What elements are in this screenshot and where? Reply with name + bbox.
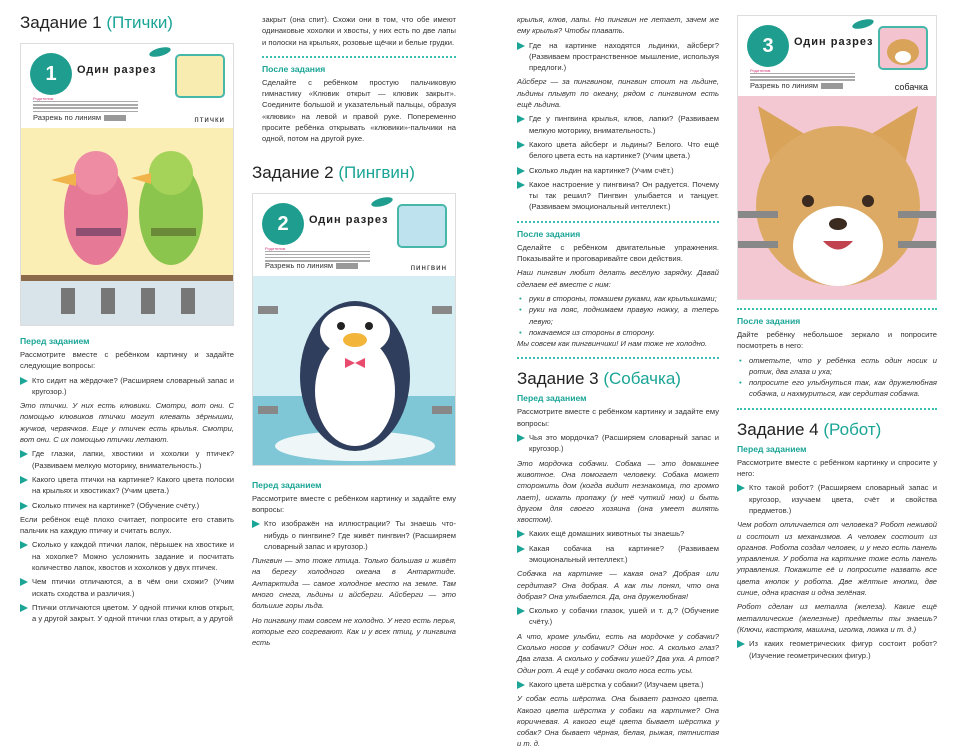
list-item: • отметьте, что у ребёнка есть один носик и ротик, два глаза и уха;	[737, 355, 937, 378]
title-accent: (Пингвин)	[338, 162, 415, 182]
cut-text: Разрежь по линиям	[33, 113, 101, 122]
question-bullet: Чья это мордочка? (Расширяем словарный запас и кругозор.)	[517, 432, 719, 455]
text-blocks	[517, 393, 719, 749]
paragraph: Сделайте с ребёнком простую пальчиковую гимнастику «Клювик открыт — клювик закрыт». Соедините большой и указательный пальцы, образуя «клювик» на левой и правой руке. Попеременно просите ребёнка открывать «клювики»-пальчики на одной, потом на другой руке.	[262, 77, 456, 144]
column-2	[252, 0, 456, 652]
question-bullet: Сколько льдин на картинке? (Учим счёт.)	[517, 165, 719, 176]
italic-paragraph: Айсберг — за пингвином, пингвин стоит на льдине, льдины плывут по океану, рядом с пингвином есть ещё льдина.	[517, 77, 719, 110]
question-bullet: Сколько птичек на картинке? (Обучение счёту.)	[20, 500, 234, 511]
card-label: собачка	[894, 82, 928, 92]
list-item: • покачаемся из стороны в сторону.	[517, 327, 719, 338]
section-heading: Перед заданием	[517, 393, 587, 404]
italic-paragraph: Чем робот отличается от человека? Робот неживой и состоит из механизмов. А человек состоит из органов. Робота создал человек, и у него есть панель управления. У робота на картинке тоже есть панель управления. Покажите её и попросите назвать все цвета кнопок у робота. Две жёлтые кнопки, две синие, одна красная и одна зелёная.	[737, 520, 937, 598]
italic-paragraph: У собак есть шёрстка. Она бывает разного цвета. Какого цвета шёрстка у собаки на картинке? Она коричневая. А какого ещё цвета бывает шёрстка у собак? Она бывает чёрная, белая, рыжая, пятнистая и т. д.	[517, 694, 719, 749]
dotted-divider	[517, 221, 719, 223]
paragraph: закрыт (она спит). Схожи они в том, что обе имеют одинаковые хохолки и хвосты, у них есть по две лапы и полоски на крыльях, розовые щёчки и белые грудки.	[262, 15, 456, 47]
card-label: пингвин	[410, 262, 447, 272]
text-blocks	[252, 14, 456, 145]
question-bullet: Где у пингвина крылья, клюв, лапки? (Развиваем мелкую моторику, внимательность.)	[517, 113, 719, 136]
dotted-divider	[737, 408, 937, 410]
question-bullet: Птички отличаются цветом. У одной птички клюв открыт, а у другой закрыт. У одной птички глаз открыт, а у другой	[20, 602, 234, 625]
question-bullet: Кто изображён на иллюстрации? Ты знаешь что-нибудь о пингвине? Где живёт пингвин? (Расширяем словарный запас и кругозор.)	[252, 518, 456, 552]
section-heading: После задания	[262, 63, 326, 74]
paragraph: Сделайте с ребёнком двигательные упражнения. Показывайте и проговаривайте свои действия.	[517, 242, 719, 264]
column-1	[20, 0, 234, 628]
paragraph: Если ребёнок ещё плохо считает, попросите его ставить пальчик на каждую птичку и считать вслух.	[20, 514, 234, 536]
question-bullet: Кто такой робот? (Расширяем словарный запас и кругозор, изучаем цвета, счёт и свойства предметов.)	[737, 482, 937, 516]
birds-thumbnail	[175, 54, 225, 98]
task-card-dog	[737, 15, 937, 300]
task-number-badge: 2	[265, 206, 301, 242]
section-heading: После задания	[737, 316, 801, 326]
task-number-badge: 3	[750, 28, 786, 64]
parents-label: Родителям	[750, 68, 771, 73]
question-bullet: Где на картинке находятся льдинки, айсберг? (Развиваем пространственное мышление, используя предлоги.)	[517, 40, 719, 74]
title-accent: (Собачка)	[603, 369, 681, 389]
task-card-birds	[20, 43, 234, 326]
italic-paragraph: Собачка на картинке — какая она? Добрая или сердитая? Она добрая. А как ты понял, что она добрая? Она улыбается. Да, она дружелюбная!	[517, 569, 719, 601]
card-heading: Один разрез	[794, 36, 874, 48]
section-heading: После задания	[517, 228, 581, 239]
ready-badge	[148, 45, 171, 58]
paragraph: Рассмотрите вместе с ребёнком картинку и спросите у него:	[737, 457, 937, 479]
cut-text: Разрежь по линиям	[750, 81, 818, 90]
dotted-divider	[262, 56, 456, 58]
question-bullet: Где глазки, лапки, хвостики и хохолки у птичек? (Развиваем мелкую моторику, внимательность.)	[20, 448, 234, 471]
paragraph: Рассмотрите вместе с ребёнком картинку и задайте ему вопросы:	[517, 407, 719, 428]
italic-paragraph: Но пингвину там совсем не холодно. У него есть перья, которые его согревают. Как и у всех птиц, у пингвина есть	[252, 615, 456, 648]
cut-instruction	[33, 113, 126, 122]
task-2-title	[252, 163, 456, 183]
paragraph: Дайте ребёнку небольшое зеркало и попросите посмотреть в него:	[737, 330, 937, 351]
task-1-title	[20, 13, 234, 33]
parents-label: Родителям	[265, 245, 286, 251]
birds-illustration	[21, 128, 234, 326]
card-instructions	[33, 101, 138, 114]
penguin-illustration	[253, 276, 456, 466]
italic-paragraph: Пингвин — это тоже птица. Только большая и живёт на берегу холодного океана в Антарктиде. Антарктида — самое холодное место на земле. Там много снега, льдины и айсберги. Айсберги — это большие горы льда.	[252, 556, 456, 611]
section-heading: Перед заданием	[737, 443, 807, 454]
task-4-title	[737, 420, 937, 440]
cut-instruction	[265, 261, 358, 270]
title-text: Задание 2	[252, 162, 334, 182]
cut-instruction	[750, 81, 843, 90]
list-item: • попросите его улыбнуться так, как дружелюбная собачка, и нахмуриться, как сердитая собачка.	[737, 377, 937, 400]
list-item: • руки на пояс, поднимаем правую ножку, а теперь левую;	[517, 304, 719, 327]
text-blocks	[737, 308, 937, 410]
card-label: птички	[194, 115, 225, 124]
title-text: Задание 1	[20, 13, 102, 32]
question-bullet: Какого цвета айсберг и льдины? Белого. Что ещё белого цвета есть на картинке? (Учим цвета.)	[517, 139, 719, 162]
title-accent: (Робот)	[823, 419, 882, 439]
cut-text: Разрежь по линиям	[265, 260, 333, 270]
column-3	[517, 0, 719, 753]
title-accent: (Птички)	[106, 13, 173, 32]
question-bullet: Какого цвета шёрстка у собаки? (Изучаем цвета.)	[517, 679, 719, 690]
italic-paragraph: Это мордочка собачки. Собака — это домашнее животное. Она помогает человеку. Собака может сторожить дом (когда видит незнакомца, то громко лает), искать пропажу (у неё чуткий нюх) и быть другом для своего хозяина (она умеет вилять хвостом).	[517, 458, 719, 525]
text-blocks	[20, 336, 234, 625]
title-text: Задание 4	[737, 419, 819, 439]
dog-thumbnail	[878, 26, 928, 70]
italic-paragraph: Мы совсем как пингвинчики! И нам тоже не холодно.	[517, 339, 708, 349]
text-blocks	[252, 480, 456, 649]
dog-illustration	[738, 96, 937, 300]
italic-paragraph: крылья, клюв, лапы. Но пингвин не летает, зачем же ему крылья? Чтобы плавать.	[517, 15, 719, 36]
italic-paragraph: Робот сделан из металла (железа). Какие ещё металлические (железные) предметы ты знаешь? (Ключи, кастрюля, машина, иголка, ложка и т. д.)	[737, 602, 937, 634]
paragraph: Рассмотрите вместе с ребёнком картинку и задайте ему вопросы:	[252, 493, 456, 514]
question-bullet: Из каких геометрических фигур состоит робот? (Изучение геометрических фигур.)	[737, 638, 937, 661]
question-bullet: Какая собачка на картинке? (Развиваем эмоциональный интеллект.)	[517, 543, 719, 566]
question-bullet: Чем птички отличаются, а в чём они схожи? (Учим искать сходства и различия.)	[20, 576, 234, 599]
section-heading: Перед заданием	[252, 479, 322, 490]
section-heading: Перед заданием	[20, 336, 90, 346]
task-number-badge: 1	[33, 56, 69, 92]
question-bullet: Кто сидит на жёрдочке? (Расширяем словарный запас и кругозор.)	[20, 375, 234, 398]
text-blocks	[737, 444, 937, 661]
paragraph: Рассмотрите вместе с ребёнком картинку и задайте следующие вопросы:	[20, 350, 234, 371]
question-bullet: Каких ещё домашних животных ты знаешь?	[517, 528, 719, 539]
ready-badge	[370, 195, 393, 208]
italic-paragraph: Это птички. У них есть клювики. Смотри, вот они. С помощью клювиков птички могут клевать зёрнышки, жучков, червячков. Еще у птичек есть крылья. Смотри, вот они. С их помощью птички летают.	[20, 401, 234, 445]
dotted-divider	[517, 357, 719, 359]
parents-label: Родителям	[33, 96, 54, 101]
ready-badge	[851, 17, 874, 30]
penguin-thumbnail	[397, 204, 447, 248]
question-bullet: Сколько у собачки глазок, ушей и т. д.? (Обучение счёту.)	[517, 605, 719, 628]
task-3-title	[517, 369, 719, 389]
title-text: Задание 3	[517, 369, 599, 389]
text-blocks	[517, 14, 719, 359]
question-bullet: Какого цвета птички на картинке? Какого цвета полоски на крыльях и хвостиках? (Учим цвета.)	[20, 474, 234, 497]
dotted-divider	[737, 308, 937, 310]
question-bullet: Сколько у каждой птички лапок, пёрышек на хвостике и на хохолке? Можно усложнить задание и посчитать количество лапок, хвостов и хохолков у двух птичек.	[20, 539, 234, 573]
list-item: • руки в стороны, помашем руками, как крылышками;	[517, 293, 719, 304]
card-heading: Один разрез	[77, 64, 157, 76]
card-heading: Один разрез	[309, 213, 389, 226]
question-bullet: Какое настроение у пингвина? Он радуется. Почему ты так решил? Пингвин улыбается и танцует. (Развиваем эмоциональный интеллект.)	[517, 179, 719, 213]
italic-paragraph: А что, кроме улыбки, есть на мордочке у собачки? Сколько носов у собачки? Один нос. А сколько глаз? Два глаза. А сколько у собачки ушей? Два уха. А ртов? Один рот. А ещё у собачки около носа есть усы.	[517, 631, 719, 675]
column-4	[737, 0, 937, 664]
italic-paragraph: Наш пингвин любит делать весёлую зарядку. Давай сделаем её вместе с ним:	[517, 268, 719, 289]
task-card-penguin	[252, 193, 456, 466]
